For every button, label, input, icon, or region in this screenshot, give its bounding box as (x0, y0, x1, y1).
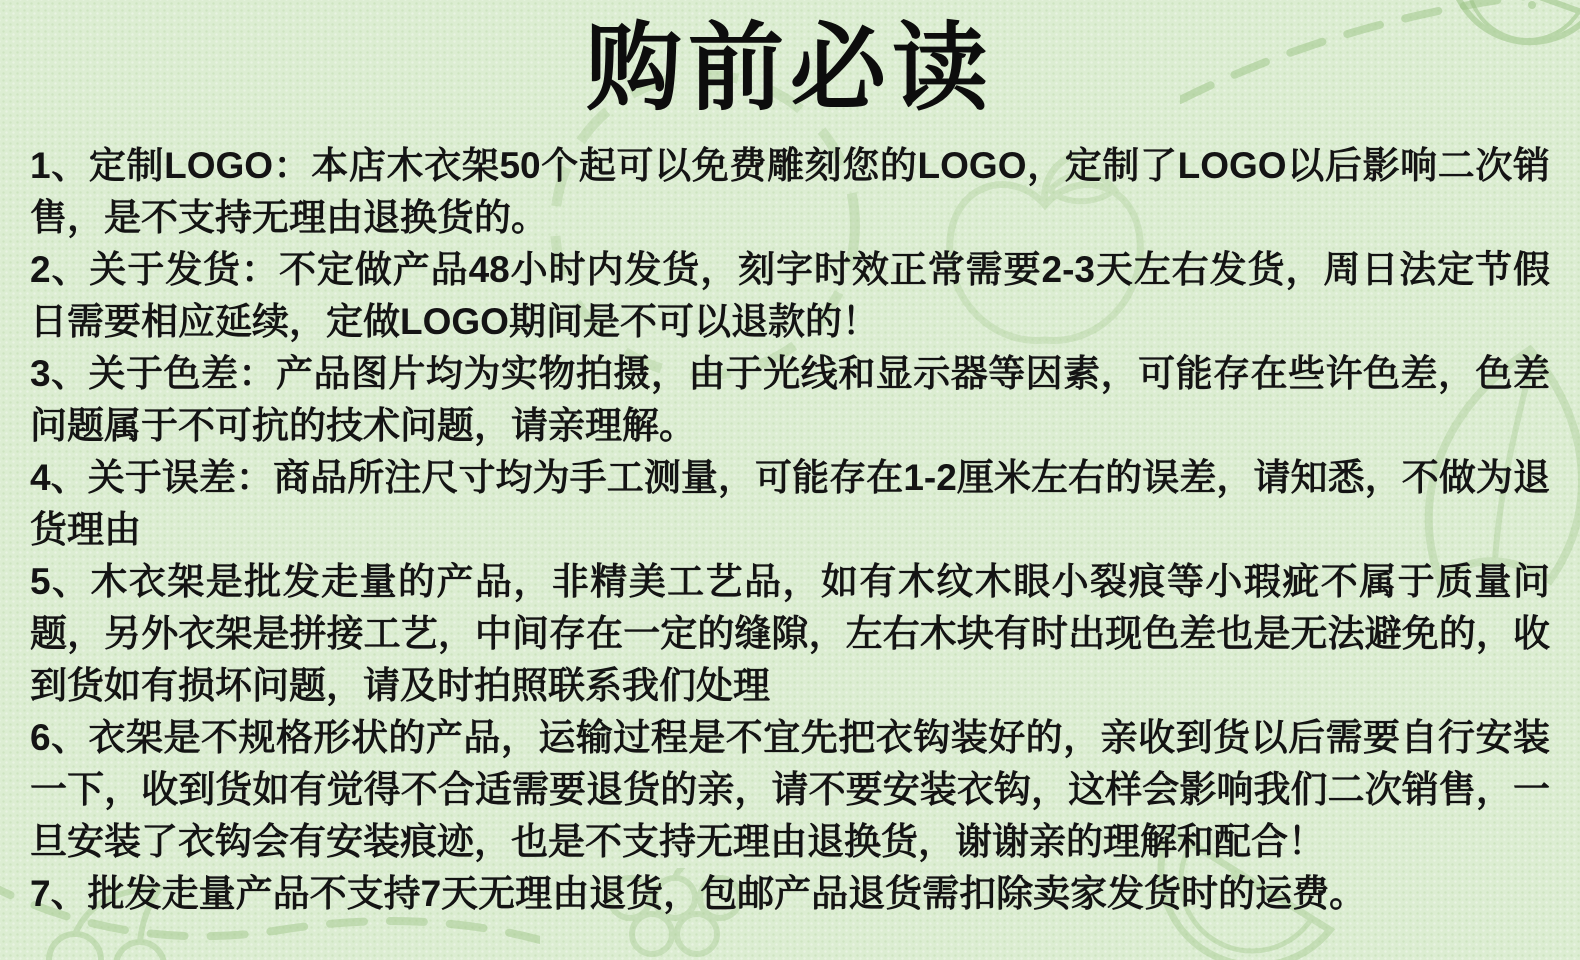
notice-item-shipping: 2、关于发货：不定做产品48小时内发货，刻字时效正常需要2-3天左右发货，周日法定节假日需要相应延续，定做LOGO期间是不可以退款的！ (30, 249, 1550, 343)
notice-item-custom-logo: 1、定制LOGO：本店木衣架50个起可以免费雕刻您的LOGO，定制了LOGO以后影响二次销售，是不支持无理由退换货的。 (30, 145, 1550, 239)
notice-item-return-policy: 7、批发走量产品不支持7天无理由退货，包邮产品退货需扣除卖家发货时的运费。 (30, 873, 1367, 915)
notice-list (30, 140, 1550, 920)
notice-item-color-diff: 3、关于色差：产品图片均为实物拍摄，由于光线和显示器等因素，可能存在些许色差，色差问题属于不可抗的技术问题，请亲理解。 (30, 353, 1550, 447)
notice-item-hook-install: 6、衣架是不规格形状的产品，运输过程是不宜先把衣钩装好的，亲收到货以后需要自行安装一下，收到货如有觉得不合适需要退货的亲，请不要安装衣钩，这样会影响我们二次销售，一旦安装了衣钩会有安装痕迹，也是不支持无理由退换货，谢谢亲的理解和配合！ (30, 717, 1550, 863)
page-title: 购前必读 (586, 15, 994, 122)
notice-item-size-error: 4、关于误差：商品所注尺寸均为手工测量，可能存在1-2厘米左右的误差，请知悉，不做为退货理由 (30, 457, 1550, 551)
notice-item-wood-quality: 5、木衣架是批发走量的产品，非精美工艺品，如有木纹木眼小裂痕等小瑕疵不属于质量问题，另外衣架是拼接工艺，中间存在一定的缝隙，左右木块有时出现色差也是无法避免的，收到货如有损坏问题，请及时拍照联系我们处理 (30, 561, 1550, 707)
